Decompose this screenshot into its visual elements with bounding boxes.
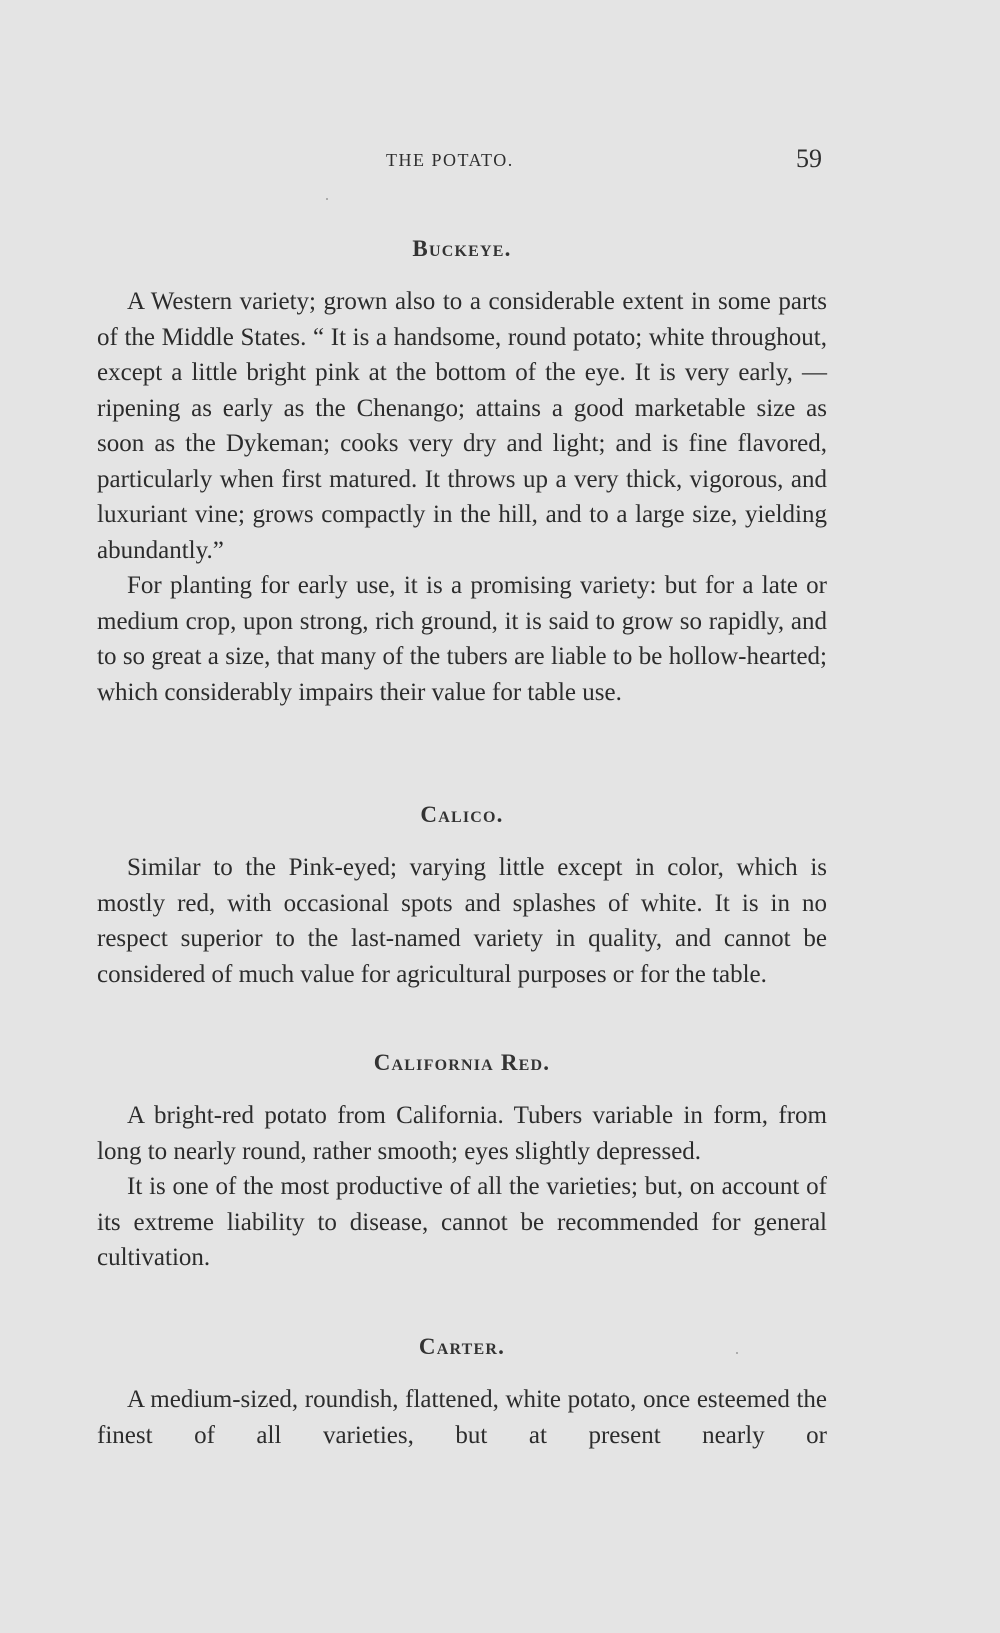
paragraph: A Western variety; grown also to a considerable extent in some parts of the Middle States. “ It is a handsome, round potato; white throughout, except a little bright pink at the bottom of the eye. It is very early, — ripening as early as the Chenango; attains a good marketable size as soon as the Dykeman; cooks very dry and light; and is fine flavored, particularly when first matured. It throws up a very thick, vigorous, and luxuriant vine; grows compactly in the hill, and to a large size, yielding abundantly.” [97, 288, 827, 564]
page-number: 59 [796, 144, 822, 173]
section-calico [97, 802, 827, 992]
section-buckeye [97, 236, 827, 710]
section-california-red [97, 1050, 827, 1276]
section-heading: Calico. [420, 802, 504, 827]
running-title: THE POTATO. [386, 150, 514, 170]
paragraph: It is one of the most productive of all the varieties; but, on account of its extreme liability to disease, cannot be recommended for general cultivation. [97, 1173, 827, 1271]
paragraph: A bright-red potato from California. Tubers variable in form, from long to nearly round, rather smooth; eyes slightly depressed. [97, 1102, 827, 1165]
paper-speck [326, 198, 328, 200]
section-carter [97, 1334, 827, 1453]
section-heading: California Red. [373, 1050, 551, 1075]
paragraph: A medium-sized, roundish, flattened, white potato, once esteemed the finest of all varieties, but at present nearly or [97, 1386, 827, 1449]
paragraph: For planting for early use, it is a promising variety: but for a late or medium crop, upon strong, rich ground, it is said to grow so rapidly, and to so great a size, that many of the tubers are liable to be hollow-hearted; which considerably impairs their value for table use. [97, 572, 827, 706]
running-head [0, 146, 1000, 176]
section-heading: Carter. [418, 1334, 506, 1359]
paragraph: Similar to the Pink-eyed; varying little except in color, which is mostly red, with occasional spots and splashes of white. It is in no respect superior to the last-named variety in quality, and cannot be considered of much value for agricultural purposes or for the table. [97, 854, 827, 988]
section-heading: Buckeye. [412, 236, 512, 261]
